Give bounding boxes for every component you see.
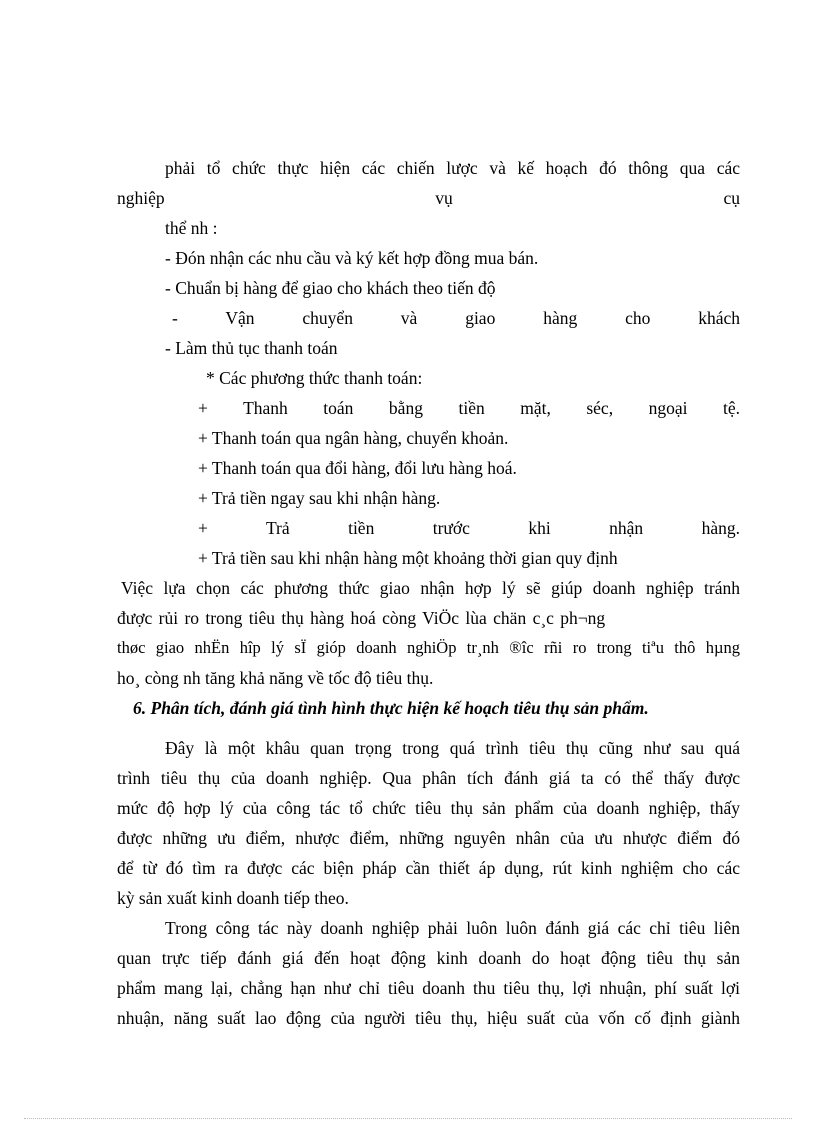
- text-line: + Thanh toán qua ngân hàng, chuyển khoản.: [198, 428, 509, 448]
- text-line: - Chuẩn bị hàng để giao cho khách theo tiến độ: [165, 278, 496, 298]
- paragraph-line: phẩm mang lại, chẳng hạn như chỉ tiêu doanh thu tiêu thụ, lợi nhuận, phí suất lợi: [117, 978, 740, 998]
- text-line: + Trả tiền ngay sau khi nhận hàng.: [198, 488, 441, 508]
- paragraph-line: Đây là một khâu quan trọng trong quá trình tiêu thụ cũng như sau quá: [165, 738, 740, 758]
- paragraph-line: được những ưu điểm, nhược điểm, những nguyên nhân của ưu nhược điểm đó: [117, 828, 740, 848]
- text-line: + Thanh toán qua đổi hàng, đổi lưu hàng hoá.: [198, 458, 517, 478]
- paragraph-line: nhuận, năng suất lao động của người tiêu thụ, hiệu suất của vốn cố định giành: [117, 1008, 740, 1028]
- paragraph-line: kỳ sản xuất kinh doanh tiếp theo.: [117, 888, 349, 908]
- text-line: + Thanh toán bằng tiền mặt, séc, ngoại tệ.: [198, 398, 740, 418]
- text-line: được rủi ro trong tiêu thụ hàng hoá còng ViÖc lùa chän c¸c ph¬ng: [117, 608, 606, 628]
- text-line: + Trả tiền sau khi nhận hàng một khoảng thời gian quy định: [198, 548, 618, 568]
- text-line: - Đón nhận các nhu cầu và ký kết hợp đồng mua bán.: [165, 248, 539, 268]
- text-line: * Các phương thức thanh toán:: [206, 368, 423, 388]
- paragraph-line: để từ đó tìm ra được các biện pháp cần thiết áp dụng, rút kinh nghiệm cho các: [117, 858, 740, 878]
- text-line: nghiệp vụ cụ: [117, 188, 740, 208]
- text-line: - Làm thủ tục thanh toán: [165, 338, 338, 358]
- text-line: thể nh :: [165, 218, 218, 238]
- text-line: Việc lựa chọn các phương thức giao nhận hợp lý sẽ giúp doanh nghiệp tránh: [121, 578, 740, 598]
- text-line: thøc giao nhËn hîp lý sÏ gióp doanh nghiÖp tr¸nh ®îc rñi ro trong tiªu thô hµng: [117, 638, 740, 657]
- paragraph-line: quan trực tiếp đánh giá đến hoạt động kinh doanh do hoạt động tiêu thụ sản: [117, 948, 740, 968]
- text-line: phải tổ chức thực hiện các chiến lược và kế hoạch đó thông qua các: [165, 158, 740, 178]
- page-bottom-rule: [24, 1118, 792, 1119]
- paragraph-line: trình tiêu thụ của doanh nghiệp. Qua phân tích đánh giá ta có thể thấy được: [117, 768, 740, 788]
- text-line: - Vận chuyển và giao hàng cho khách: [172, 308, 740, 328]
- paragraph-line: Trong công tác này doanh nghiệp phải luôn luôn đánh giá các chỉ tiêu liên: [165, 918, 740, 938]
- section-heading: 6. Phân tích, đánh giá tình hình thực hiện kế hoạch tiêu thụ sản phẩm.: [133, 698, 649, 718]
- text-line: ho¸ còng nh tăng khả năng về tốc độ tiêu thụ.: [117, 668, 434, 688]
- text-line: + Trả tiền trước khi nhận hàng.: [198, 518, 740, 538]
- paragraph-line: mức độ hợp lý của công tác tổ chức tiêu thụ sản phẩm của doanh nghiệp, thấy: [117, 798, 740, 818]
